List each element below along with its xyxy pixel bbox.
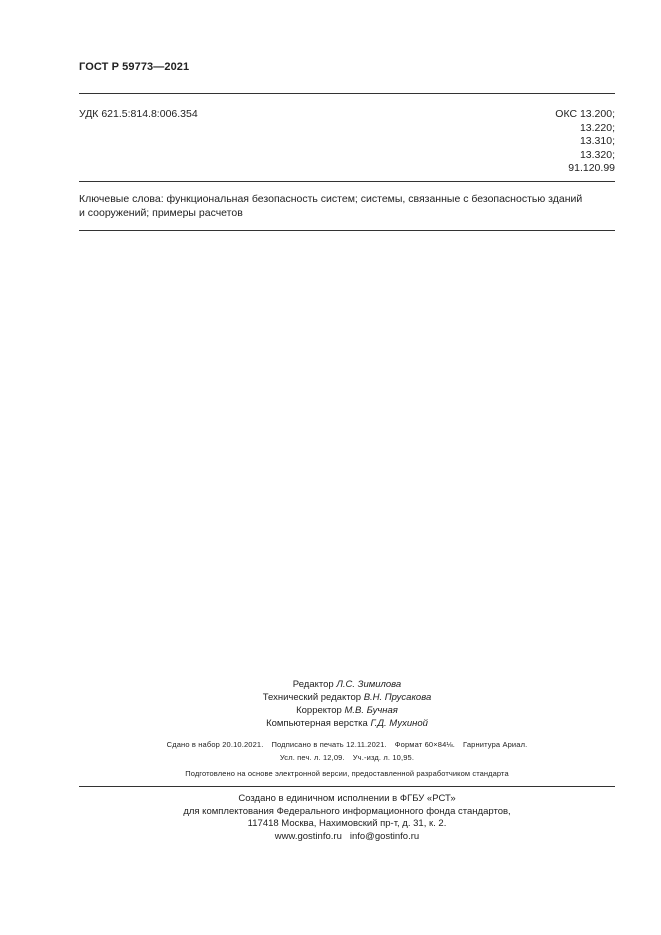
classification-rule [79,181,615,182]
credit-editor [79,678,615,691]
print-info-line [79,739,615,752]
publisher-line: Создано в единичном исполнении в ФГБУ «РСТ» [238,793,456,804]
credit-layout [79,717,615,730]
credits-block [79,678,615,730]
publisher-rule [79,786,615,787]
oks-codes [555,108,615,176]
credit-label: Технический редактор [262,692,362,703]
print-info [79,739,615,764]
paper-format: Формат 60×84⅛. [394,740,456,749]
oks-code: ОКС 13.200; [555,108,615,120]
udk-code: УДК 621.5:814.8:006.354 [79,108,198,120]
credit-name: Г.Д. Мухиной [370,718,428,729]
oks-code: 13.220; [579,121,615,134]
credit-name: М.В. Бучная [344,705,398,716]
publisher-block [79,793,615,843]
header-rule [79,93,615,94]
printed-sheets: Усл. печ. л. 12,09. [279,752,345,762]
typeface: Гарнитура Ариал. [463,740,528,749]
credit-corrector [79,704,615,717]
credit-label: Компьютерная верстка [266,718,368,729]
oks-code: 13.310; [579,135,615,147]
keywords-line: Ключевые слова: функциональная безопасность систем; системы, связанные с безопасностью зданий [79,193,583,205]
credit-label: Редактор [292,679,334,690]
oks-code: 91.120.99 [568,162,615,174]
email-link[interactable]: info@gostinfo.ru [349,830,420,842]
print-info-line [79,752,615,765]
signed-date: Подписано в печать 12.11.2021. [271,740,387,749]
publisher-line: для комплектования Федерального информационного фонда стандартов, [183,805,511,817]
credit-name: Л.С. Зимилова [336,679,402,690]
website-link[interactable]: www.gostinfo.ru [274,830,342,842]
keywords-line: и сооружений; примеры расчетов [79,206,243,219]
credit-label: Корректор [296,705,342,716]
oks-code: 13.320; [579,148,615,161]
publisher-line: 117418 Москва, Нахимовский пр-т, д. 31, к. 2. [247,818,447,829]
credit-tech-editor [79,691,615,704]
publisher-sheets: Уч.-изд. л. 10,95. [352,752,415,762]
standard-code: ГОСТ Р 59773—2021 [79,61,190,73]
keywords-block [79,193,619,220]
prepared-note: Подготовлено на основе электронной версии, предоставленной разработчиком стандарта [185,769,509,778]
submitted-date: Сдано в набор 20.10.2021. [166,740,264,749]
credit-name: В.Н. Прусакова [363,692,432,703]
keywords-rule [79,230,615,231]
publisher-contacts [79,831,615,844]
